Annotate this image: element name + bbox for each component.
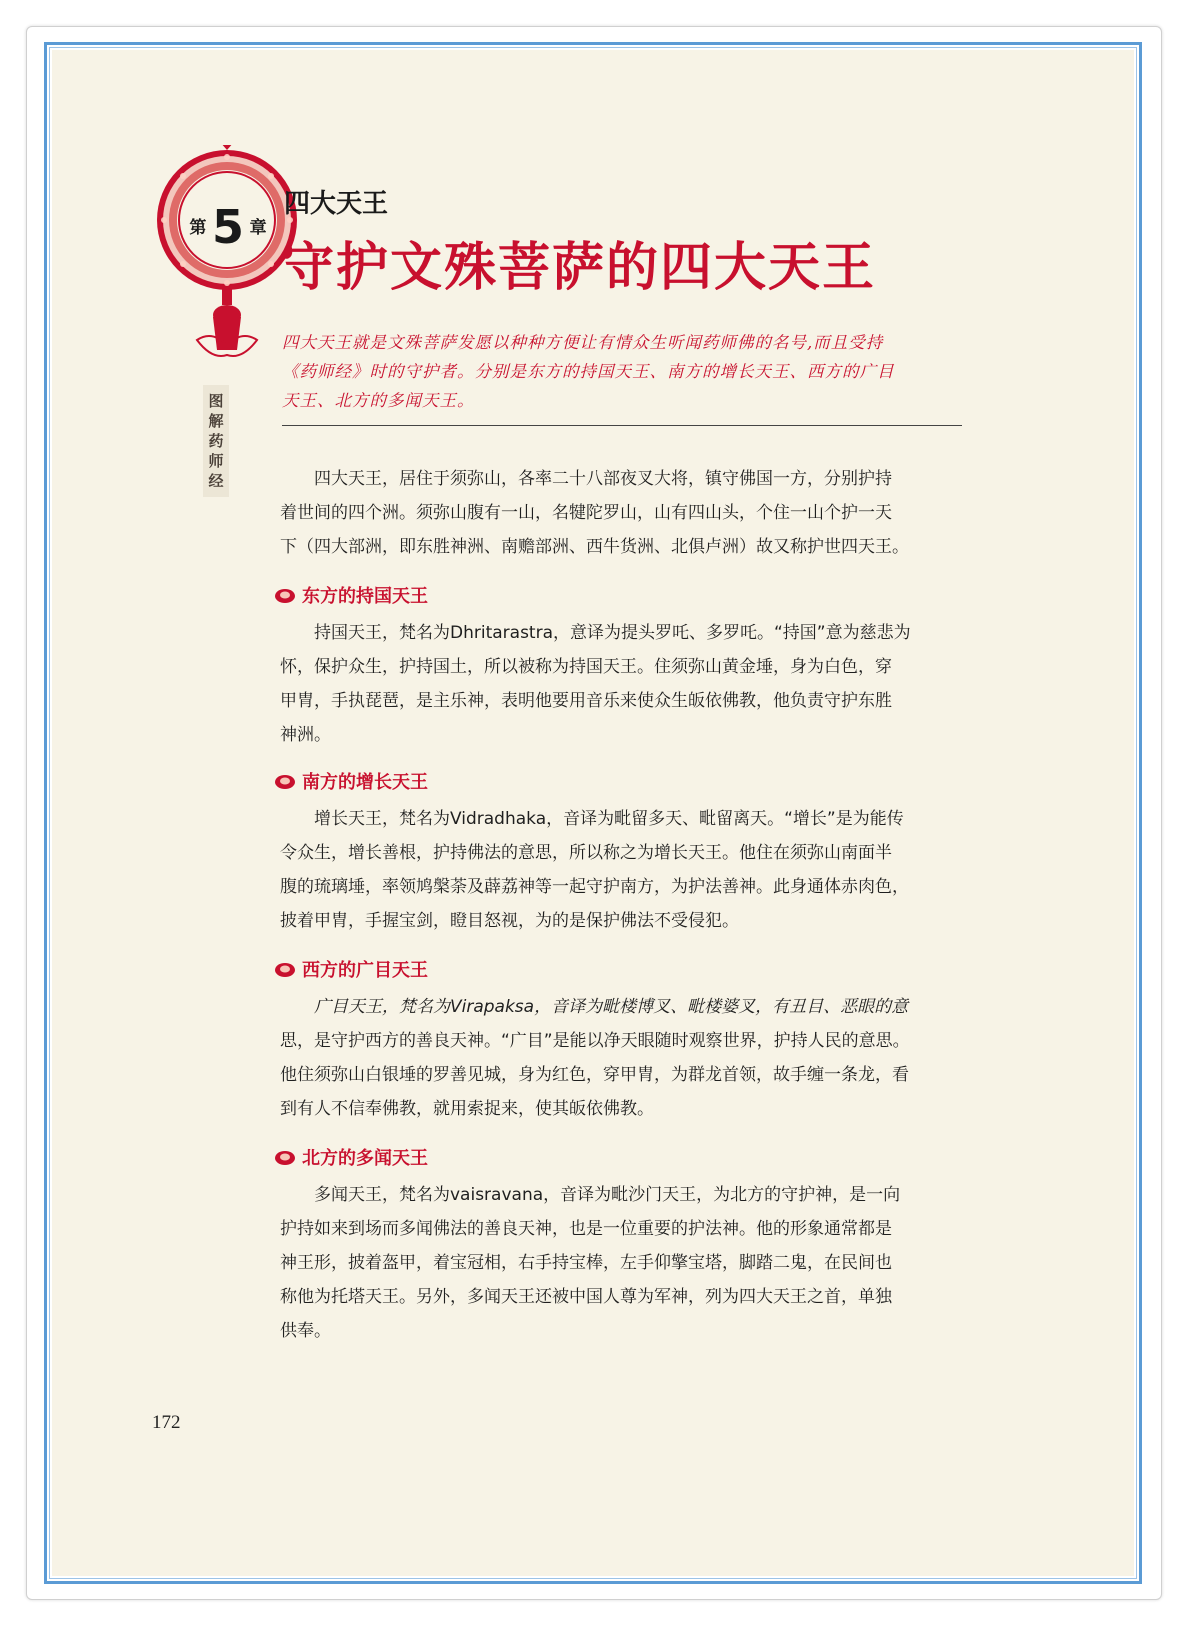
section-line: 披着甲胄，手握宝剑，瞪目怒视，为的是保护佛法不受侵犯。 bbox=[280, 911, 739, 931]
section-heading-north bbox=[274, 1144, 428, 1170]
section-body-east bbox=[280, 616, 968, 752]
divider-rule bbox=[282, 425, 962, 426]
chapter-prefix: 第 bbox=[189, 218, 207, 238]
section-heading-text: 南方的增长天王 bbox=[302, 772, 428, 793]
section-heading-south bbox=[274, 768, 428, 794]
opening-line: 四大天王，居住于须弥山，各率二十八部夜叉大将，镇守佛国一方，分别护持 bbox=[314, 469, 892, 489]
lotus-bullet-icon bbox=[274, 1148, 296, 1166]
intro-line: 四大天王就是文殊菩萨发愿以种种方便让有情众生听闻药师佛的名号,而且受持 bbox=[282, 333, 884, 352]
section-line: 持国天王，梵名为Dhritarastra，意译为提头罗吒、多罗吒。“持国”意为慈悲为 bbox=[314, 623, 911, 643]
intro-paragraph bbox=[282, 328, 972, 415]
book-label-char: 药 bbox=[208, 432, 224, 450]
book-label-char: 图 bbox=[208, 392, 224, 410]
section-heading-east bbox=[274, 582, 428, 608]
chapter-suffix: 章 bbox=[249, 218, 267, 238]
section-line: 称他为托塔天王。另外，多闻天王还被中国人尊为军神，列为四大天王之首，单独 bbox=[280, 1287, 892, 1307]
section-body-north bbox=[280, 1178, 968, 1348]
section-heading-text: 东方的持国天王 bbox=[302, 586, 428, 607]
chapter-badge bbox=[178, 200, 278, 254]
book-label-char: 经 bbox=[208, 472, 224, 490]
book-series-label bbox=[203, 385, 229, 497]
book-page bbox=[52, 50, 1134, 1576]
opening-paragraph bbox=[280, 462, 968, 564]
section-line: 甲胄，手执琵琶，是主乐神，表明他要用音乐来使众生皈依佛教，他负责守护东胜 bbox=[280, 691, 892, 711]
section-line: 腹的琉璃埵，率领鸠槃荼及薜荔神等一起守护南方，为护法善神。此身通体赤肉色， bbox=[280, 877, 909, 897]
chapter-number: 5 bbox=[211, 200, 244, 254]
intro-line: 天王、北方的多闻天王。 bbox=[282, 391, 475, 410]
book-label-char: 解 bbox=[208, 412, 224, 430]
section-line: 供奉。 bbox=[280, 1321, 331, 1341]
section-heading-west bbox=[274, 956, 428, 982]
lotus-bullet-icon bbox=[274, 960, 296, 978]
section-line: 神王形，披着盔甲，着宝冠相，右手持宝棒，左手仰擎宝塔，脚踏二鬼，在民间也 bbox=[280, 1253, 892, 1273]
opening-line: 下（四大部洲，即东胜神洲、南赡部洲、西牛货洲、北俱卢洲）故又称护世四天王。 bbox=[280, 537, 909, 557]
chapter-subtitle: 四大天王 bbox=[284, 189, 389, 219]
section-line: 到有人不信奉佛教，就用索捉来，使其皈依佛教。 bbox=[280, 1099, 654, 1119]
section-heading-text: 西方的广目天王 bbox=[302, 960, 428, 981]
book-label-char: 师 bbox=[208, 452, 224, 470]
intro-line: 《药师经》时的守护者。分别是东方的持国天王、南方的增长天王、西方的广目 bbox=[282, 362, 895, 381]
section-line: 他住须弥山白银埵的罗善见城，身为红色，穿甲胄，为群龙首领，故手缠一条龙，看 bbox=[280, 1065, 909, 1085]
section-heading-text: 北方的多闻天王 bbox=[302, 1148, 428, 1169]
section-line: 增长天王，梵名为Vidradhaka，音译为毗留多天、毗留离天。“增长”是为能传 bbox=[314, 809, 904, 829]
section-line: 广目天王，梵名为Virapaksa，音译为毗楼博叉、毗楼婆叉，有丑目、恶眼的意 bbox=[314, 997, 909, 1017]
opening-line: 着世间的四个洲。须弥山腹有一山，名犍陀罗山，山有四山头，个住一山个护一天 bbox=[280, 503, 892, 523]
lotus-bullet-icon bbox=[274, 586, 296, 604]
section-line: 护持如来到场而多闻佛法的善良天神，也是一位重要的护法神。他的形象通常都是 bbox=[280, 1219, 892, 1239]
section-body-west bbox=[280, 990, 968, 1126]
section-line: 怀，保护众生，护持国土，所以被称为持国天王。住须弥山黄金埵，身为白色，穿 bbox=[280, 657, 892, 677]
section-line: 令众生，增长善根，护持佛法的意思，所以称之为增长天王。他住在须弥山南面半 bbox=[280, 843, 892, 863]
page-number: 172 bbox=[152, 1412, 181, 1433]
section-line: 神洲。 bbox=[280, 725, 331, 745]
section-body-south bbox=[280, 802, 968, 938]
lotus-bullet-icon bbox=[274, 772, 296, 790]
section-line: 思，是守护西方的善良天神。“广目”是能以净天眼随时观察世界，护持人民的意思。 bbox=[280, 1031, 910, 1051]
section-line: 多闻天王，梵名为vaisravana，音译为毗沙门天王，为北方的守护神，是一向 bbox=[314, 1185, 901, 1205]
chapter-title: 守护文殊菩萨的四大天王 bbox=[282, 238, 877, 298]
